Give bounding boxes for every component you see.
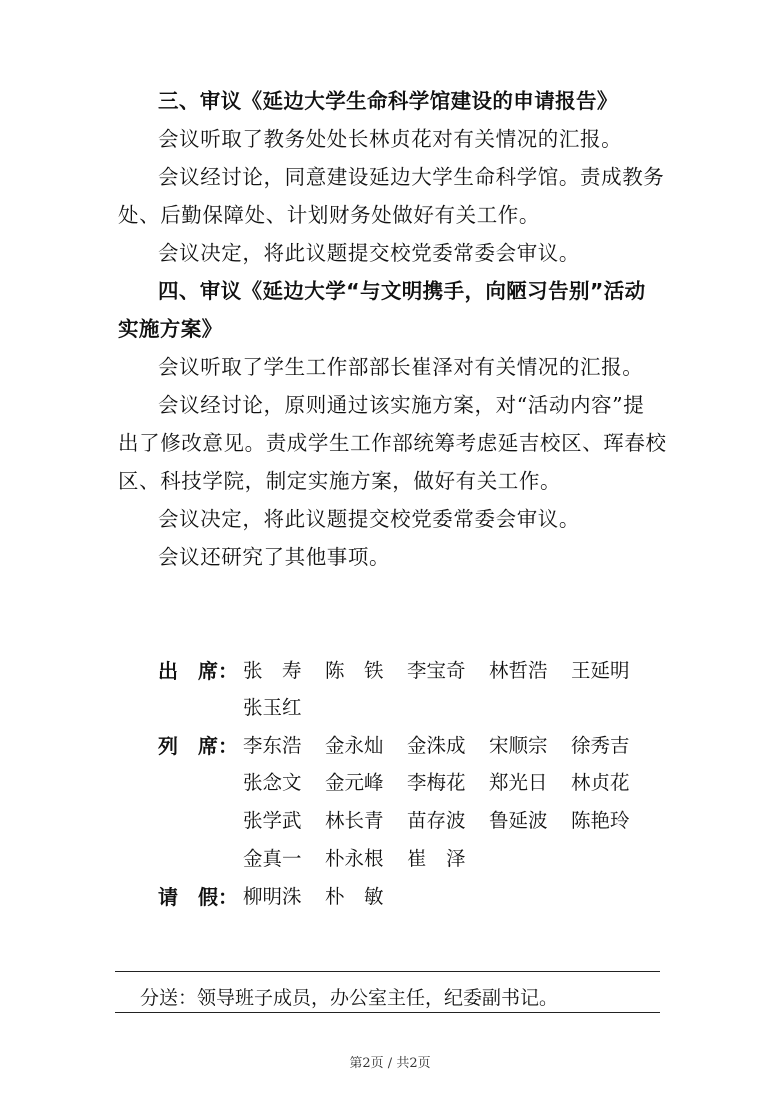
name: 王延明 <box>571 659 630 682</box>
item3-paragraph-1: 会议听取了教务处处长林贞花对有关情况的汇报。 <box>158 127 623 151</box>
name: 徐秀吉 <box>571 734 630 757</box>
name: 张学武 <box>243 809 302 832</box>
name: 林长青 <box>325 809 384 832</box>
item3-heading: 三、审议《延边大学生命科学馆建设的申请报告》 <box>158 89 618 113</box>
attending-names-row-2 <box>243 770 653 796</box>
item4-paragraph-3: 会议决定，将此议题提交校党委常委会审议。 <box>158 507 580 531</box>
name: 柳明洙 <box>243 885 302 908</box>
item4-paragraph-2-line-1: 会议经讨论，原则通过该实施方案，对“活动内容”提 <box>158 393 645 417</box>
divider-bottom <box>115 1012 660 1013</box>
attending-names-row-4 <box>243 846 489 872</box>
distribution-line: 分送：领导班子成员，办公室主任，纪委副书记。 <box>140 987 559 1009</box>
name: 宋顺宗 <box>489 734 548 757</box>
name: 李东浩 <box>243 734 302 757</box>
item4-paragraph-1: 会议听取了学生工作部部长崔泽对有关情况的汇报。 <box>158 355 644 379</box>
name: 陈 铁 <box>325 659 384 682</box>
name: 郑光日 <box>489 771 548 794</box>
name: 金真一 <box>243 847 302 870</box>
present-names-row-1 <box>243 658 653 684</box>
name: 金永灿 <box>325 734 384 757</box>
attending-label: 列 席： <box>158 734 238 758</box>
name: 苗存波 <box>407 809 466 832</box>
leave-names-row-1 <box>243 884 407 910</box>
name: 张念文 <box>243 771 302 794</box>
name: 陈艳玲 <box>571 809 630 832</box>
divider-top <box>115 971 660 972</box>
page-number: 第2页 / 共2页 <box>349 1056 431 1071</box>
item4-heading-line-1: 四、审议《延边大学“与文明携手，向陋习告别”活动 <box>158 279 646 303</box>
name: 林哲浩 <box>489 659 548 682</box>
item3-paragraph-2-line-1: 会议经讨论，同意建设延边大学生命科学馆。责成教务 <box>158 165 665 189</box>
name: 鲁延波 <box>489 809 548 832</box>
item4-paragraph-2-line-3: 区、科技学院，制定实施方案，做好有关工作。 <box>118 469 562 493</box>
name: 朴 敏 <box>325 885 384 908</box>
name: 朴永根 <box>325 847 384 870</box>
attending-names-row-1 <box>243 733 653 759</box>
other-matters: 会议还研究了其他事项。 <box>158 545 391 569</box>
name: 张 寿 <box>243 659 302 682</box>
item3-paragraph-3: 会议决定，将此议题提交校党委常委会审议。 <box>158 241 580 265</box>
item4-heading-line-2: 实施方案》 <box>118 317 223 341</box>
leave-label: 请 假： <box>158 885 238 909</box>
present-names-row-2 <box>243 695 325 721</box>
item4-paragraph-2-line-2: 出了修改意见。责成学生工作部统筹考虑延吉校区、珲春校 <box>118 431 667 455</box>
name: 金元峰 <box>325 771 384 794</box>
name: 崔 泽 <box>407 847 466 870</box>
item3-paragraph-2-line-2: 处、后勤保障处、计划财务处做好有关工作。 <box>118 203 540 227</box>
name: 金洙成 <box>407 734 466 757</box>
present-label: 出 席： <box>158 659 238 683</box>
name: 张玉红 <box>243 696 302 719</box>
attending-names-row-3 <box>243 808 653 834</box>
name: 李宝奇 <box>407 659 466 682</box>
name: 李梅花 <box>407 771 466 794</box>
name: 林贞花 <box>571 771 630 794</box>
